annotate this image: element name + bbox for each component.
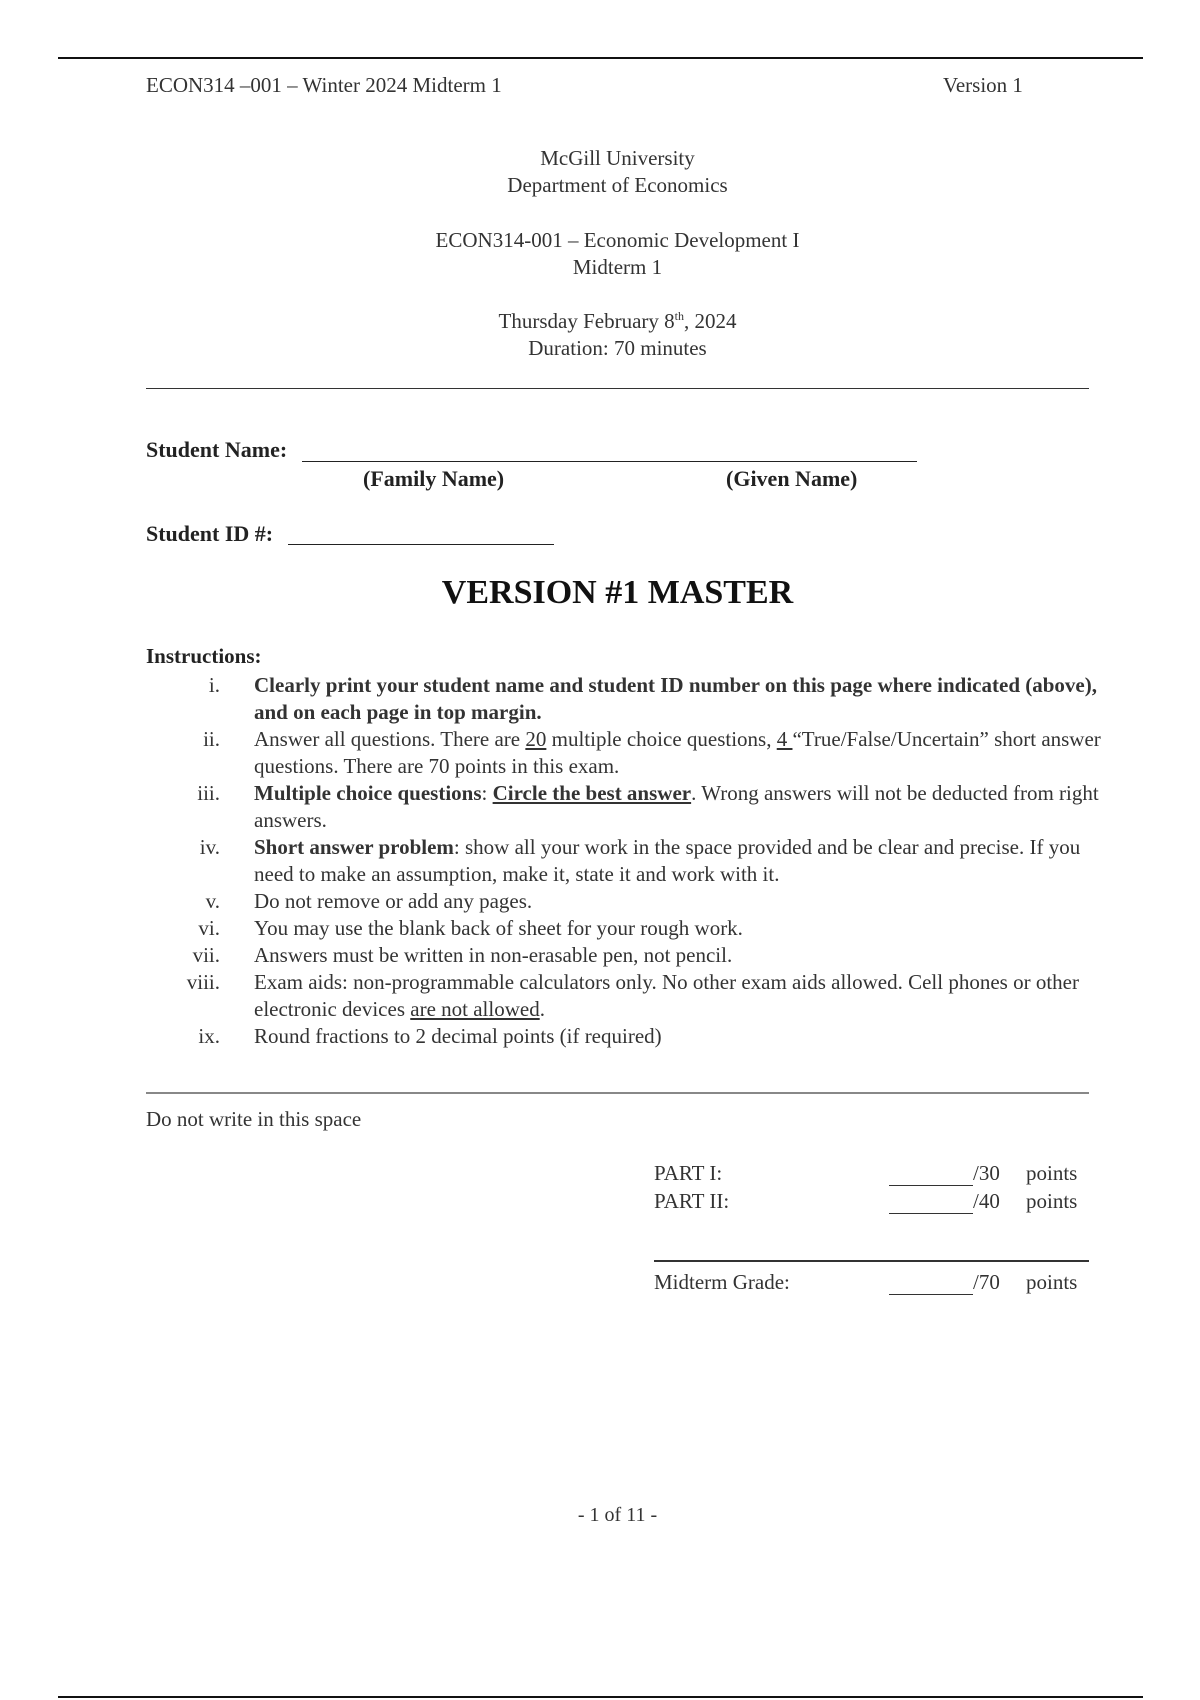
midterm-grade-label: Midterm Grade: [654,1270,790,1294]
list-item [146,888,1106,915]
department-name: Department of Economics [507,173,728,197]
divider [146,1092,1089,1094]
instructions-list [146,672,1106,1050]
part-one-label: PART I: [654,1161,723,1185]
list-item [146,942,1106,969]
item-number: vii. [192,943,220,967]
list-item [146,834,1106,888]
list-item [146,969,1106,1023]
part-one-score-field[interactable] [889,1185,973,1186]
top-rule [58,57,1143,59]
student-id-field[interactable] [288,544,554,545]
bottom-rule [58,1696,1143,1698]
institution-block [0,145,1200,199]
list-item [146,1023,1106,1050]
part-two-score-field[interactable] [889,1213,973,1214]
exam-name: Midterm 1 [572,255,663,279]
family-name-caption: (Family Name) [363,466,505,491]
do-not-write-note: Do not write in this space [146,1107,362,1131]
part-two-label: PART II: [654,1189,730,1213]
given-name-caption: (Given Name) [726,466,858,491]
student-name-field[interactable] [302,461,917,462]
item-text: Answer all questions. There are 20 multiple choice questions, 4 “True/False/Uncertain” short answer questions. There are 70 points in this exam. [254,727,1101,778]
exam-date [0,308,1200,335]
part-one-max: /30 [973,1161,1000,1185]
midterm-grade-max: /70 [973,1270,1000,1294]
header-version: Version 1 [943,73,1023,97]
item-text: Clearly print your student name and student ID number on this page where indicated (above), and on each page in top margin. [254,673,1097,724]
item-number: iii. [197,781,220,805]
midterm-grade-field[interactable] [889,1294,973,1295]
item-number: ix. [198,1024,220,1048]
item-number: v. [205,889,220,913]
part-two-max: /40 [973,1189,1000,1213]
item-number: ii. [203,727,220,751]
item-number: iv. [199,835,220,859]
exam-date-year: , 2024 [683,309,737,333]
item-text: Short answer problem: show all your work in the space provided and be clear and precise. If you need to make an assumption, make it, state it and work with it. [254,835,1081,886]
exam-duration: Duration: 70 minutes [528,336,707,360]
item-number: vi. [198,916,220,940]
divider [146,388,1089,389]
list-item [146,780,1106,834]
total-divider [654,1260,1089,1262]
item-text: Round fractions to 2 decimal points (if required) [254,1024,662,1048]
part-two-unit: points [1026,1189,1078,1213]
student-name-label: Student Name: [146,437,288,462]
version-title: VERSION #1 MASTER [441,574,794,611]
item-text: Multiple choice questions: Circle the best answer. Wrong answers will not be deducted from right answers. [254,781,1099,832]
list-item [146,672,1106,726]
course-title: ECON314-001 – Economic Development I [435,228,800,252]
university-name: McGill University [540,146,695,170]
item-number: i. [208,673,220,697]
instructions-heading: Instructions: [146,644,262,668]
header-course-line: ECON314 –001 – Winter 2024 Midterm 1 [146,73,502,97]
exam-date-prefix: Thursday February 8 [498,309,675,333]
page-number: - 1 of 11 - [577,1504,658,1526]
student-id-label: Student ID #: [146,521,274,546]
item-text: Exam aids: non-programmable calculators only. No other exam aids allowed. Cell phones or other electronic devices are not allowed. [254,970,1079,1021]
item-number: viii. [186,970,220,994]
date-block [0,308,1200,362]
item-text: You may use the blank back of sheet for your rough work. [254,916,743,940]
list-item [146,915,1106,942]
exam-date-suffix: th [674,309,684,323]
item-text: Do not remove or add any pages. [254,889,533,913]
course-block [0,227,1200,281]
item-text: Answers must be written in non-erasable pen, not pencil. [254,943,733,967]
part-one-unit: points [1026,1161,1078,1185]
list-item [146,726,1106,780]
midterm-grade-unit: points [1026,1270,1078,1294]
